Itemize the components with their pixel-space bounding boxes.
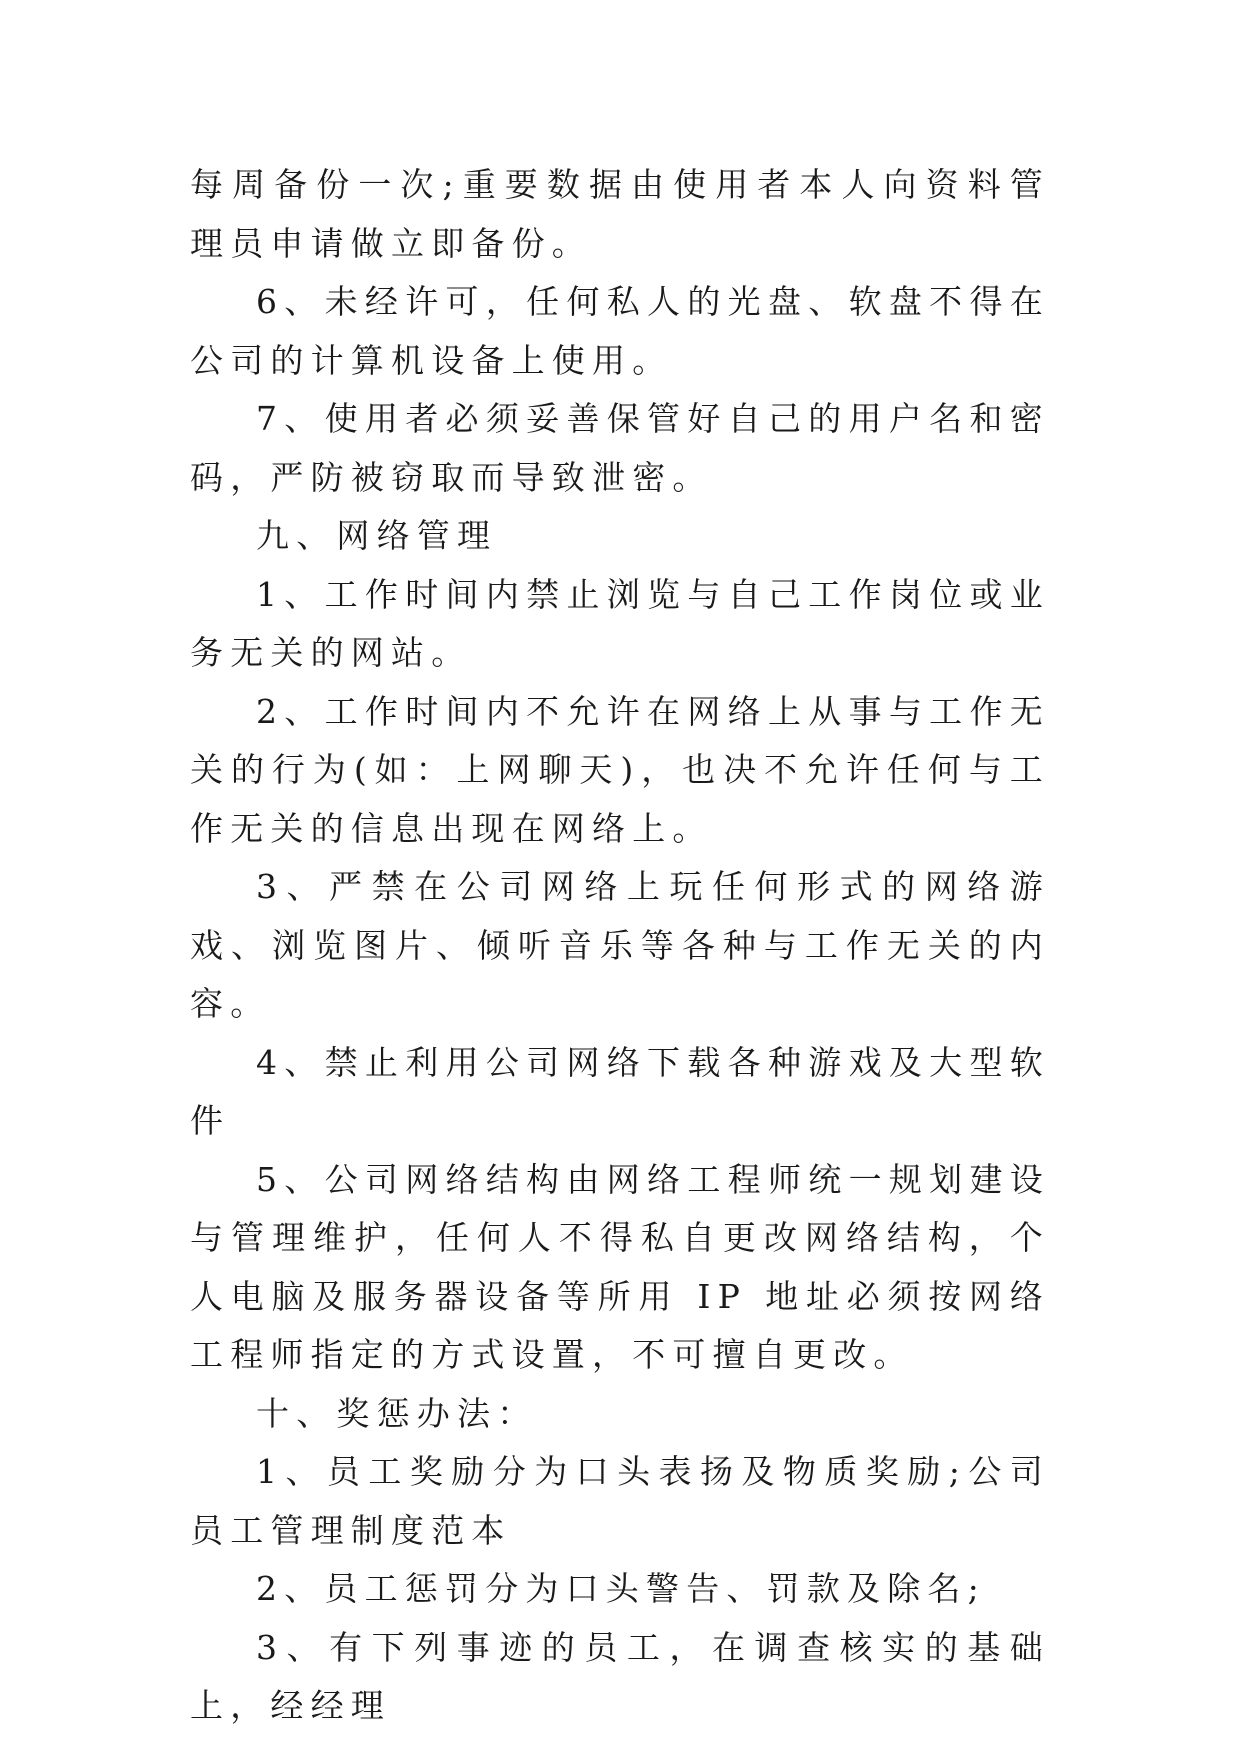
paragraph-item-6: 6、未经许可，任何私人的光盘、软盘不得在公司的计算机设备上使用。 — [190, 282, 1050, 380]
paragraph-network-item-3: 3、严禁在公司网络上玩任何形式的网络游戏、浏览图片、倾听音乐等各种与工作无关的内容。 — [190, 867, 1050, 1023]
document-page — [190, 156, 1050, 1736]
section-heading-rewards-penalties: 十、奖惩办法： — [256, 1393, 538, 1433]
paragraph-network-item-1: 1、工作时间内禁止浏览与自己工作岗位或业务无关的网站。 — [190, 574, 1050, 672]
paragraph-network-item-2: 2、工作时间内不允许在网络上从事与工作无关的行为(如：上网聊天)，也决不允许任何与工作无关的信息出现在网络上。 — [190, 691, 1050, 848]
paragraph-reward-item-3: 3、有下列事迹的员工，在调查核实的基础上，经经理 — [190, 1627, 1050, 1725]
paragraph-reward-item-1: 1、员工奖励分为口头表扬及物质奖励;公司员工管理制度范本 — [190, 1452, 1050, 1550]
paragraph-backup-continued: 每周备份一次;重要数据由使用者本人向资料管理员申请做立即备份。 — [190, 165, 1050, 263]
paragraph-item-7: 7、使用者必须妥善保管好自己的用户名和密码，严防被窃取而导致泄密。 — [190, 399, 1050, 497]
paragraph-network-item-5: 5、公司网络结构由网络工程师统一规划建设与管理维护，任何人不得私自更改网络结构，个人电脑及服务器设备等所用 IP 地址必须按网络工程师指定的方式设置，不可擅自更改。 — [190, 1159, 1050, 1374]
paragraph-network-item-4: 4、禁止利用公司网络下载各种游戏及大型软件 — [190, 1042, 1050, 1140]
paragraph-reward-item-2: 2、员工惩罚分为口头警告、罚款及除名; — [256, 1569, 986, 1608]
section-heading-network-management: 九、网络管理 — [256, 516, 498, 555]
